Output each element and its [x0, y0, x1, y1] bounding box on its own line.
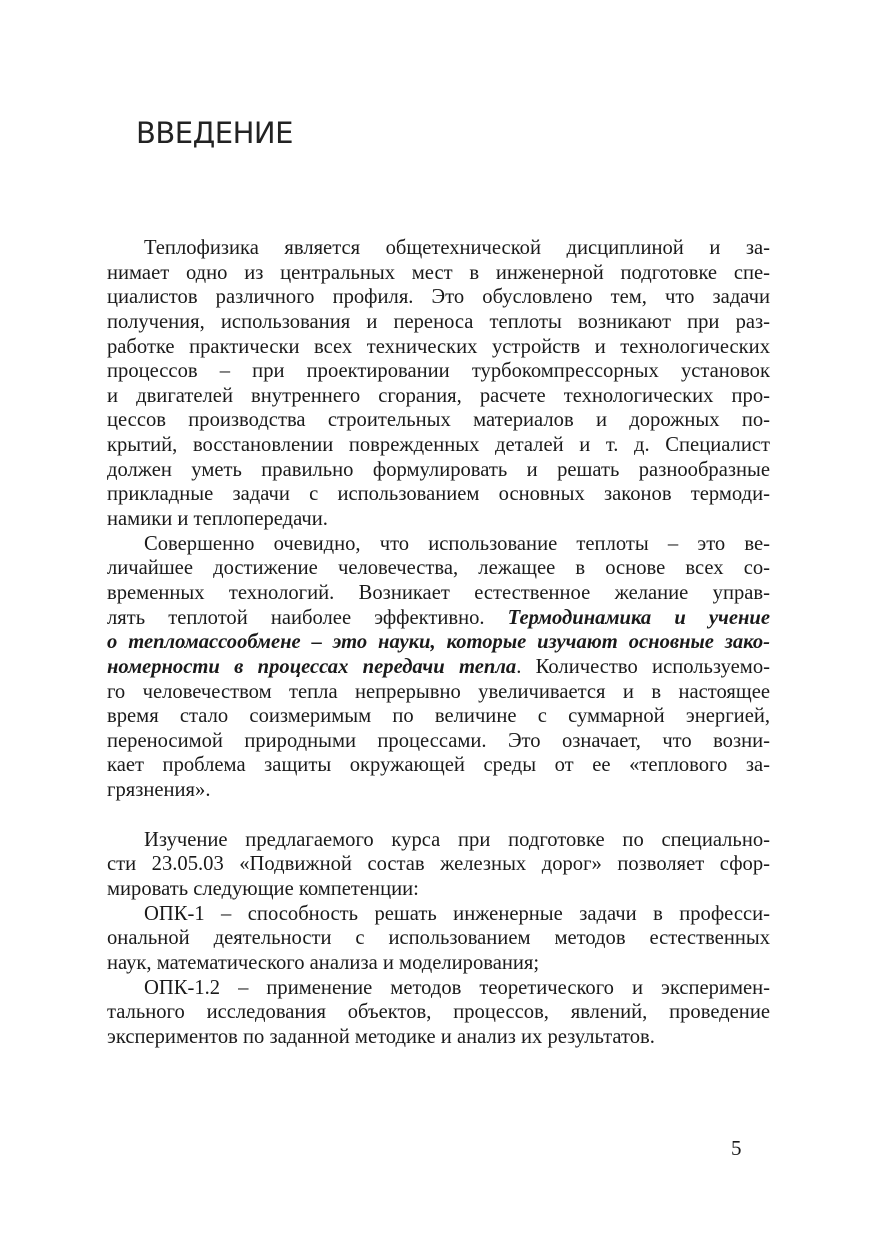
- text-line: [107, 778, 770, 803]
- text-segment: ОПК-1 – способность решать инженерные задачи в професси-: [144, 902, 770, 925]
- text-line: [107, 335, 770, 360]
- text-line: [107, 828, 770, 853]
- text-line: [107, 556, 770, 581]
- text-segment: лять теплотой наиболее эффективно.: [107, 606, 508, 629]
- text-segment: личайшее достижение человечества, лежащее в основе всех со-: [107, 557, 770, 580]
- text-segment: наук, математического анализа и моделирования;: [107, 951, 540, 974]
- text-line: [107, 482, 770, 507]
- text-line: [107, 704, 770, 729]
- text-line: [107, 261, 770, 286]
- text-segment: сти 23.05.03 «Подвижной состав железных дорог» позволяет сфор-: [107, 853, 770, 876]
- text-line: [107, 310, 770, 335]
- text-line: [107, 655, 770, 680]
- emphasized-text: о тепломассообмене – это науки, которые изучают основные зако-: [107, 631, 770, 654]
- text-line: [107, 359, 770, 384]
- text-segment: намики и теплопередачи.: [107, 508, 328, 531]
- paragraph: [107, 902, 770, 976]
- text-segment: циалистов различного профиля. Это обусловлено тем, что задачи: [107, 286, 770, 309]
- text-line: [107, 433, 770, 458]
- text-line: [107, 532, 770, 557]
- text-line: [107, 236, 770, 261]
- text-segment: ОПК-1.2 – применение методов теоретического и эксперимен-: [144, 976, 770, 999]
- text-line: [107, 680, 770, 705]
- text-segment: ональной деятельности с использованием методов естественных: [107, 927, 770, 950]
- text-segment: кает проблема защиты окружающей среды от ее «теплового за-: [107, 754, 770, 777]
- section-heading: ВВЕДЕНИЕ: [136, 116, 293, 150]
- text-segment: экспериментов по заданной методике и анализ их результатов.: [107, 1025, 655, 1048]
- text-line: [107, 507, 770, 532]
- text-segment: и двигателей внутреннего сгорания, расчете технологических про-: [107, 384, 770, 407]
- text-segment: . Количество используемо-: [516, 655, 770, 678]
- body-text: [107, 236, 770, 1050]
- text-segment: крытий, восстановлении поврежденных деталей и т. д. Специалист: [107, 434, 770, 457]
- paragraph: [107, 532, 770, 803]
- paragraph: [107, 976, 770, 1050]
- text-segment: должен уметь правильно формулировать и решать разнообразные: [107, 458, 770, 481]
- text-line: [107, 753, 770, 778]
- text-line: [107, 1025, 770, 1050]
- text-segment: Теплофизика является общетехнической дисциплиной и за-: [144, 237, 770, 259]
- text-segment: мировать следующие компетенции:: [107, 878, 419, 901]
- text-segment: получения, использования и переноса теплоты возникают при раз-: [107, 310, 770, 333]
- text-line: [107, 384, 770, 409]
- text-segment: Изучение предлагаемого курса при подготовке по специально-: [144, 828, 770, 851]
- text-line: [107, 926, 770, 951]
- text-segment: процессов – при проектировании турбокомпрессорных установок: [107, 360, 770, 383]
- text-segment: тального исследования объектов, процессов, явлений, проведение: [107, 1001, 770, 1024]
- text-line: [107, 729, 770, 754]
- text-segment: го человечеством тепла непрерывно увеличивается и в настоящее: [107, 680, 770, 703]
- text-line: [107, 285, 770, 310]
- text-line: [107, 458, 770, 483]
- text-line: [107, 852, 770, 877]
- page-number: 5: [731, 1136, 742, 1160]
- text-segment: время стало соизмеримым по величине с суммарной энергией,: [107, 705, 770, 728]
- emphasized-text: Термодинамика и учение: [507, 606, 771, 629]
- text-segment: Совершенно очевидно, что использование теплоты – это ве-: [144, 532, 770, 555]
- text-segment: прикладные задачи с использованием основных законов термоди-: [107, 483, 770, 506]
- text-line: [107, 630, 770, 655]
- text-line: [107, 606, 770, 631]
- text-segment: работке практически всех технических устройств и технологических: [107, 335, 770, 358]
- emphasized-text: номерности в процессах передачи тепла: [107, 655, 517, 678]
- paragraph: [107, 828, 770, 902]
- text-segment: цессов производства строительных материалов и дорожных по-: [107, 409, 770, 432]
- text-line: [107, 902, 770, 927]
- text-segment: нимает одно из центральных мест в инженерной подготовке спе-: [107, 261, 770, 284]
- text-segment: временных технологий. Возникает естественное желание управ-: [107, 581, 770, 604]
- text-line: [107, 1000, 770, 1025]
- text-line: [107, 581, 770, 606]
- text-line: [107, 408, 770, 433]
- paragraph: [107, 236, 770, 532]
- text-line: [107, 976, 770, 1001]
- text-line: [107, 877, 770, 902]
- text-segment: грязнения».: [107, 779, 211, 802]
- text-line: [107, 951, 770, 976]
- text-segment: переносимой природными процессами. Это означает, что возни-: [107, 729, 770, 752]
